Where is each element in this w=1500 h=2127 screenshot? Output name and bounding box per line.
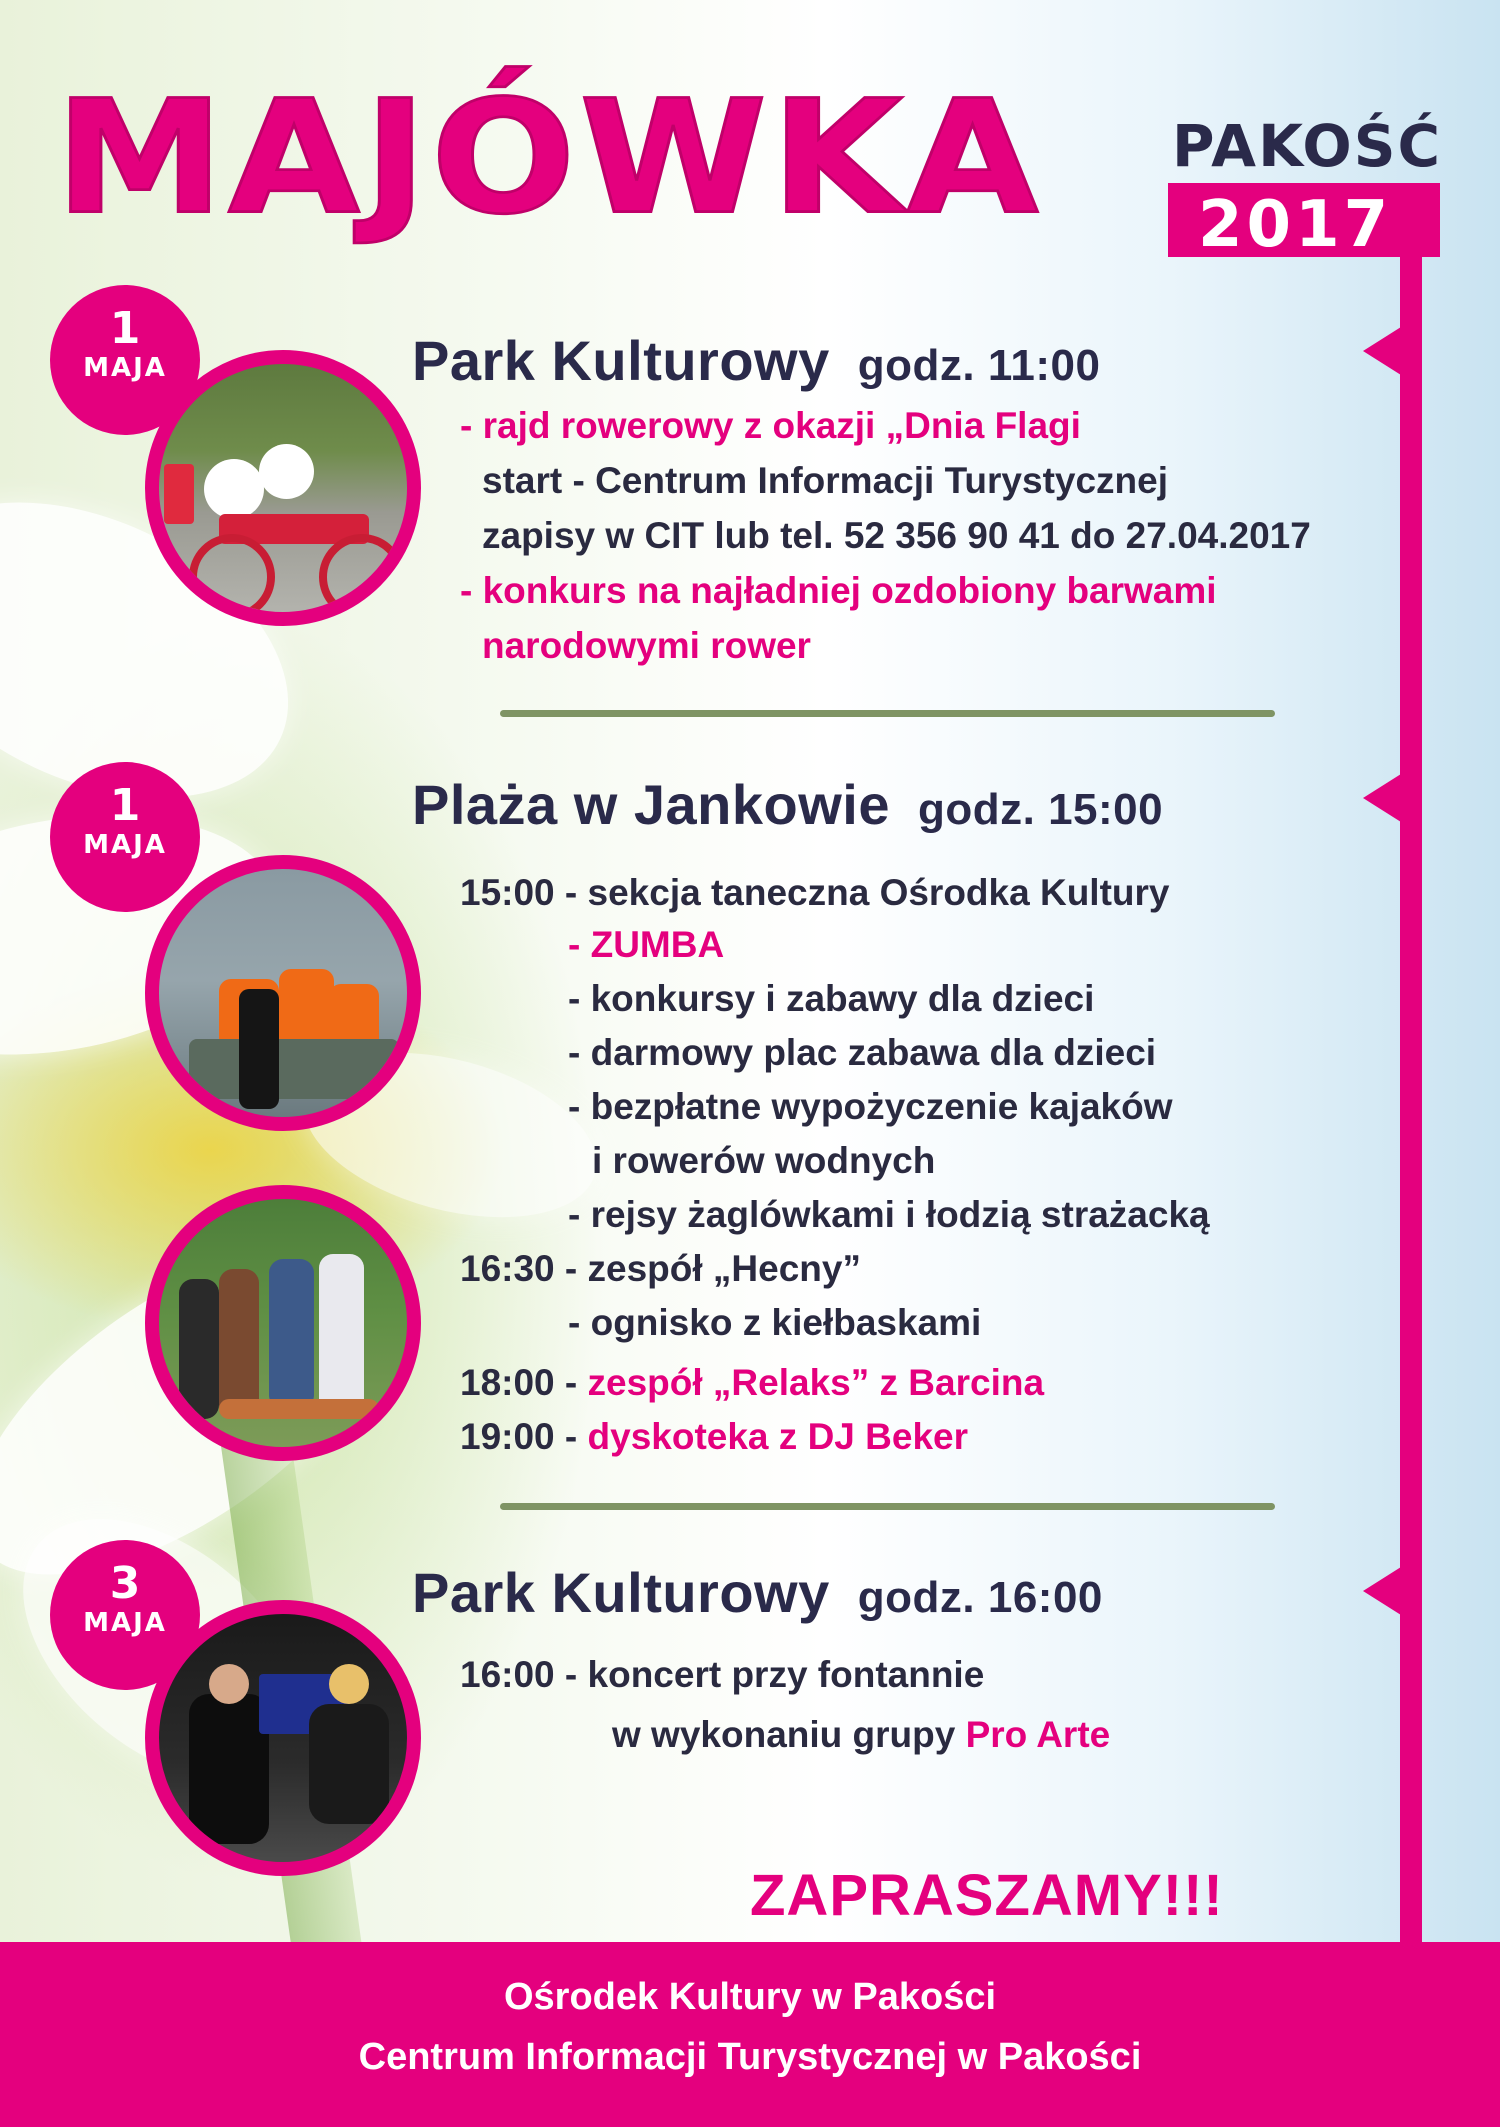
footer-organizer-1: Ośrodek Kultury w Pakości: [503, 1976, 997, 2018]
event-line: - rejsy żaglówkami i łodzią strażacką: [568, 1194, 1210, 1235]
section-divider: [500, 1503, 1275, 1510]
badge-day: 1: [109, 303, 141, 354]
badge-month: MAJA: [83, 830, 167, 860]
badge-month: MAJA: [83, 1608, 167, 1638]
event-highlight: zespół „Relaks” z Barcina: [587, 1362, 1045, 1403]
badge-month: MAJA: [83, 353, 167, 383]
date-badge-2: [50, 762, 200, 912]
poster-title: MAJÓWKA: [55, 67, 1043, 250]
footer-band: [0, 1942, 1500, 2127]
event-text: w wykonaniu grupy: [612, 1714, 966, 1755]
venue-title-1: [412, 328, 1100, 393]
event-line: start - Centrum Informacji Turystycznej: [482, 460, 1169, 501]
venue-time: godz. 11:00: [857, 341, 1101, 390]
venue-name: Park Kulturowy: [412, 1561, 830, 1624]
venue-title-2: [412, 772, 1163, 837]
event-time: 19:00 -: [460, 1416, 588, 1457]
event-line: zapisy w CIT lub tel. 52 356 90 41 do 27.04.2017: [482, 515, 1311, 556]
place-name: PAKOŚĆ: [1172, 112, 1443, 180]
event-line: - ZUMBA: [568, 924, 725, 965]
event-line: [612, 1714, 1110, 1756]
event-line: 15:00 - sekcja taneczna Ośrodka Kultury: [460, 872, 1170, 913]
badge-day: 1: [109, 780, 141, 831]
photo-bonfire: [145, 1185, 421, 1461]
event-line: - konkurs na najładniej ozdobiony barwami: [460, 570, 1217, 611]
event-time: 18:00 -: [460, 1362, 588, 1403]
venue-name: Plaża w Jankowie: [412, 773, 890, 836]
photo-bike-rally: [145, 350, 421, 626]
footer-organizer-2: Centrum Informacji Turystycznej w Pakości: [358, 2036, 1142, 2078]
event-line: 16:30 - zespół „Hecny”: [460, 1248, 861, 1289]
event-highlight: Pro Arte: [965, 1714, 1111, 1755]
event-line: [460, 1416, 968, 1458]
photo-boat-trip: [145, 855, 421, 1131]
event-line: - bezpłatne wypożyczenie kajaków: [568, 1086, 1173, 1127]
event-line: - konkursy i zabawy dla dzieci: [568, 978, 1095, 1019]
venue-title-3: [412, 1560, 1103, 1625]
section-divider: [500, 710, 1275, 717]
venue-name: Park Kulturowy: [412, 329, 830, 392]
event-line: [460, 1362, 1044, 1404]
rail-notch: [1363, 774, 1401, 822]
badge-day: 3: [109, 1558, 141, 1609]
event-line: 16:00 - koncert przy fontannie: [460, 1654, 985, 1695]
rail-notch: [1363, 1567, 1401, 1615]
venue-time: godz. 15:00: [917, 785, 1164, 834]
year-label: 2017: [1198, 188, 1393, 262]
event-line: - darmowy plac zabawa dla dzieci: [568, 1032, 1157, 1073]
rail-notch: [1363, 327, 1401, 375]
event-line: - ognisko z kiełbaskami: [568, 1302, 982, 1343]
right-rail: [1400, 256, 1422, 1946]
event-line: narodowymi rower: [482, 625, 811, 666]
photo-concert: [145, 1600, 421, 1876]
event-highlight: dyskoteka z DJ Beker: [587, 1416, 968, 1457]
venue-time: godz. 16:00: [857, 1573, 1103, 1622]
invite-text: ZAPRASZAMY!!!: [750, 1863, 1224, 1928]
event-line: - rajd rowerowy z okazji „Dnia Flagi: [460, 405, 1081, 446]
event-line: i rowerów wodnych: [592, 1140, 936, 1181]
